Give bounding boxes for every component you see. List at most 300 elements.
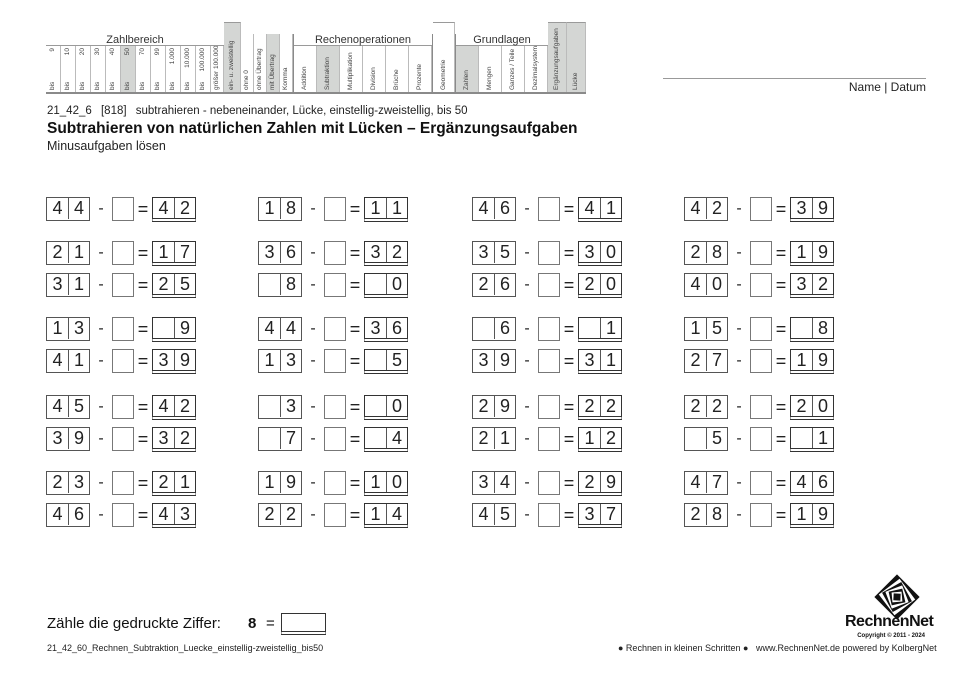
page-title: Subtrahieren von natürlichen Zahlen mit Lücken – Ergänzungsaufgaben — [47, 120, 578, 137]
result-box — [578, 395, 622, 420]
digit-ones: 2 — [706, 396, 727, 417]
equals-sign: = — [349, 242, 361, 263]
answer-gap-input[interactable] — [538, 471, 560, 495]
equals-sign: = — [349, 428, 361, 449]
digit-ones: 5 — [706, 428, 727, 449]
result-box — [152, 503, 196, 528]
exercise-row — [46, 317, 196, 341]
minus-sign: - — [98, 430, 104, 447]
category-cell — [46, 46, 61, 92]
category-cell — [502, 46, 525, 92]
digit-tens — [365, 350, 386, 370]
category-cell — [363, 46, 386, 92]
digit-ones: 1 — [174, 472, 195, 492]
minus-sign: - — [98, 474, 104, 491]
answer-gap-input[interactable] — [112, 273, 134, 297]
equals-sign: = — [775, 472, 787, 493]
digit-ones: 8 — [280, 274, 301, 295]
equals-sign: = — [775, 274, 787, 295]
answer-gap-input[interactable] — [324, 349, 346, 373]
digit-ones: 9 — [812, 350, 833, 370]
result-box — [152, 273, 196, 298]
minus-sign: - — [736, 506, 742, 523]
digit-tens: 1 — [264, 350, 275, 370]
category-cell-label: mit Übertrag — [269, 54, 276, 90]
minus-sign: - — [736, 430, 742, 447]
digit-ones: 1 — [386, 198, 407, 218]
digit-ones: 9 — [68, 428, 89, 449]
minus-sign: - — [98, 276, 104, 293]
result-box — [152, 427, 196, 452]
result-box — [152, 471, 196, 496]
exercise-row — [46, 503, 196, 527]
equals-sign: = — [775, 198, 787, 219]
category-cell-label: Ganzes / Teile — [509, 48, 516, 90]
digit-ones: 2 — [386, 242, 407, 262]
equals-sign: = — [137, 318, 149, 339]
digit-tens: 3 — [584, 241, 595, 262]
group-zahlbereich — [46, 34, 224, 92]
result-box — [790, 197, 834, 222]
minuend-box — [258, 241, 302, 265]
category-cell-label — [213, 46, 221, 90]
equals-sign: = — [775, 504, 787, 525]
digit-tens: 2 — [690, 396, 701, 416]
result-box — [152, 241, 196, 266]
equals-sign: = — [349, 350, 361, 371]
group-title: Rechenoperationen — [294, 34, 432, 46]
minus-sign: - — [736, 320, 742, 337]
category-cell-label: Division — [370, 67, 377, 90]
category-cell-prefix: bis — [154, 81, 161, 90]
digit-ones: 2 — [812, 274, 833, 294]
page-subtitle: Minusaufgaben lösen — [47, 139, 166, 153]
digit-tens: 2 — [584, 471, 595, 492]
equals-sign: = — [349, 198, 361, 219]
digit-tens — [365, 274, 386, 294]
digit-tens: 2 — [690, 504, 701, 524]
exercise-row — [46, 349, 196, 373]
digit-tens — [579, 318, 600, 338]
group-grundlagen — [456, 34, 548, 92]
equals-sign: = — [775, 396, 787, 417]
equals-sign: = — [137, 350, 149, 371]
exercise-row — [472, 395, 622, 419]
answer-gap-input[interactable] — [112, 197, 134, 221]
digit-tens: 3 — [584, 349, 595, 370]
equals-sign: = — [349, 274, 361, 295]
exercise-row — [684, 471, 834, 495]
answer-gap-input[interactable] — [750, 273, 772, 297]
category-cell-label: ohne 0 — [243, 70, 250, 90]
category-cell — [211, 46, 224, 92]
result-box — [364, 197, 408, 222]
exercise-row — [472, 241, 622, 265]
digit-ones: 2 — [174, 428, 195, 448]
digit-tens: 3 — [370, 241, 381, 262]
equals-sign: = — [563, 504, 575, 525]
answer-gap-input[interactable] — [750, 241, 772, 265]
answer-gap-input[interactable] — [538, 317, 560, 341]
equals-sign: = — [563, 198, 575, 219]
minus-sign: - — [524, 276, 530, 293]
category-cell-label: 20 — [79, 48, 86, 56]
answer-gap-input[interactable] — [324, 317, 346, 341]
answer-gap-input[interactable] — [324, 395, 346, 419]
digit-tens — [791, 318, 812, 338]
result-box — [790, 395, 834, 420]
minus-sign: - — [98, 244, 104, 261]
digit-ones: 1 — [600, 318, 621, 338]
category-cell-prefix: bis — [139, 81, 146, 90]
digit-tens: 2 — [690, 350, 701, 370]
digit-tens — [153, 318, 174, 338]
answer-gap-input[interactable] — [538, 349, 560, 373]
category-cell-label: 10.000 — [184, 48, 191, 68]
exercise-row — [46, 241, 196, 265]
equals-sign: = — [137, 428, 149, 449]
answer-gap-input[interactable] — [112, 427, 134, 451]
digit-tens: 1 — [370, 471, 381, 492]
digit-ones: 6 — [494, 274, 515, 295]
category-cell — [386, 46, 409, 92]
answer-gap-input[interactable] — [112, 503, 134, 527]
minus-sign: - — [524, 244, 530, 261]
exercise-row — [258, 471, 408, 495]
worksheet-description: subtrahieren - nebeneinander, Lücke, einstellig-zweistellig, bis 50 — [135, 105, 468, 117]
answer-gap-input[interactable] — [538, 273, 560, 297]
digit-ones: 1 — [494, 428, 515, 449]
equals-sign: = — [563, 472, 575, 493]
equals-sign: = — [563, 274, 575, 295]
minus-sign: - — [98, 506, 104, 523]
digit-ones: 6 — [812, 472, 833, 492]
result-box — [152, 317, 196, 342]
answer-gap-input[interactable] — [324, 503, 346, 527]
digit-ones: 3 — [280, 396, 301, 417]
result-box — [364, 427, 408, 452]
digit-ones: 9 — [812, 504, 833, 524]
digit-ones: 5 — [386, 350, 407, 370]
result-box — [578, 427, 622, 452]
result-box — [578, 349, 622, 374]
answer-gap-input[interactable] — [112, 471, 134, 495]
category-cell-prefix: bis — [199, 81, 206, 90]
digit-tens: 4 — [158, 503, 169, 524]
exercise-row — [258, 317, 408, 341]
name-date-label: Name | Datum — [848, 80, 926, 94]
minus-sign: - — [310, 352, 316, 369]
digit-tens: 1 — [796, 503, 807, 524]
digit-ones: 1 — [68, 350, 89, 371]
result-box — [364, 503, 408, 528]
exercise-row — [684, 197, 834, 221]
answer-gap-input[interactable] — [112, 395, 134, 419]
category-cell-label: Komma — [282, 67, 289, 90]
minuend-box — [472, 471, 516, 495]
digit-ones: 9 — [494, 396, 515, 417]
category-cell-label: Addition — [301, 66, 308, 90]
result-box — [152, 395, 196, 420]
answer-gap-input[interactable] — [324, 241, 346, 265]
digit-ones: 5 — [494, 504, 515, 525]
exercise-row — [258, 197, 408, 221]
category-cell-prefix: bis — [124, 81, 131, 90]
answer-gap-input[interactable] — [750, 197, 772, 221]
digit-tens: 2 — [52, 472, 63, 492]
category-cell-prefix: bis — [64, 81, 71, 90]
minus-sign: - — [310, 276, 316, 293]
category-cell — [433, 22, 455, 92]
minuend-box — [684, 241, 728, 265]
digit-tens: 4 — [796, 471, 807, 492]
category-cell — [61, 46, 76, 92]
count-task-digit: 8 — [248, 615, 257, 632]
minuend-box — [472, 349, 516, 373]
minuend-box — [472, 503, 516, 527]
digit-ones: 9 — [600, 472, 621, 492]
exercise-row — [472, 349, 622, 373]
category-cell-label: Geometrie — [439, 59, 447, 90]
result-box — [364, 317, 408, 342]
exercise-row — [684, 317, 834, 341]
minuend-box — [258, 427, 302, 451]
minus-sign: - — [310, 506, 316, 523]
minuend-box — [258, 317, 302, 341]
digit-ones: 2 — [174, 198, 195, 218]
minuend-box — [472, 197, 516, 221]
minuend-box — [684, 197, 728, 221]
category-cell-prefix: bis — [109, 81, 116, 90]
digit-tens: 2 — [796, 395, 807, 416]
category-cell-label: 40 — [109, 48, 116, 56]
category-cell — [254, 34, 267, 92]
category-cell — [294, 46, 317, 92]
equals-sign: = — [563, 242, 575, 263]
result-box — [364, 349, 408, 374]
digit-tens: 3 — [478, 350, 489, 370]
digit-tens: 1 — [796, 349, 807, 370]
minuend-box — [258, 471, 302, 495]
minus-sign: - — [98, 200, 104, 217]
minus-sign: - — [310, 200, 316, 217]
minus-sign: - — [310, 320, 316, 337]
digit-ones: 6 — [386, 318, 407, 338]
answer-gap-input[interactable] — [538, 503, 560, 527]
copyright: Copyright © 2011 - 2024 — [857, 633, 925, 639]
equals-sign: = — [775, 350, 787, 371]
category-cell-label: ohne Übertrag — [256, 48, 263, 90]
minuend-box — [684, 273, 728, 297]
category-cell-label: Prozente — [416, 63, 423, 90]
answer-gap-input[interactable] — [112, 317, 134, 341]
answer-gap-input[interactable] — [750, 503, 772, 527]
digit-tens: 1 — [370, 197, 381, 218]
category-cell — [340, 46, 363, 92]
equals-sign: = — [775, 242, 787, 263]
category-cell — [121, 46, 136, 92]
answer-gap-input[interactable] — [750, 471, 772, 495]
exercise-row — [472, 503, 622, 527]
answer-gap-input[interactable] — [750, 349, 772, 373]
equals-sign: = — [137, 274, 149, 295]
answer-gap-input[interactable] — [112, 349, 134, 373]
exercise-row — [472, 427, 622, 451]
answer-gap-input[interactable] — [324, 197, 346, 221]
category-cell — [241, 34, 254, 92]
exercise-row — [684, 395, 834, 419]
digit-ones: 4 — [68, 198, 89, 219]
category-cell — [456, 46, 479, 92]
digit-tens: 1 — [690, 318, 701, 338]
digit-tens: 4 — [52, 350, 63, 370]
category-cell — [166, 46, 181, 92]
digit-tens: 2 — [158, 273, 169, 294]
answer-gap-input[interactable] — [538, 427, 560, 451]
equals-sign: = — [137, 396, 149, 417]
equals-sign: = — [137, 198, 149, 219]
equals-sign: = — [563, 396, 575, 417]
digit-ones: 8 — [706, 242, 727, 263]
digit-tens: 3 — [158, 349, 169, 370]
category-cell-label: 30 — [94, 48, 101, 56]
category-cell-label: 9 — [49, 48, 56, 52]
equals-sign: = — [563, 428, 575, 449]
exercise-row — [258, 427, 408, 451]
digit-tens: 2 — [584, 395, 595, 416]
digit-tens: 2 — [478, 428, 489, 448]
answer-gap-input[interactable] — [538, 395, 560, 419]
digit-tens: 2 — [584, 273, 595, 294]
digit-ones: 1 — [600, 350, 621, 370]
digit-ones: 7 — [706, 350, 727, 371]
exercise-row — [472, 317, 622, 341]
exercise-row — [258, 503, 408, 527]
digit-ones: 2 — [280, 504, 301, 525]
digit-tens: 2 — [52, 242, 63, 262]
worksheet-code-line — [47, 105, 474, 117]
exercise-row — [46, 395, 196, 419]
category-cell — [224, 22, 241, 92]
answer-gap-input[interactable] — [538, 197, 560, 221]
minus-sign: - — [524, 200, 530, 217]
minuend-box — [472, 241, 516, 265]
digit-ones: 9 — [812, 198, 833, 218]
category-cell-label: Mengen — [486, 66, 493, 90]
category-cell-label: 70 — [139, 48, 146, 56]
answer-gap-input[interactable] — [324, 273, 346, 297]
digit-ones: 3 — [68, 472, 89, 493]
minus-sign: - — [524, 474, 530, 491]
digit-tens: 1 — [158, 241, 169, 262]
digit-ones: 8 — [812, 318, 833, 338]
digit-ones: 7 — [600, 504, 621, 524]
minuend-box — [684, 471, 728, 495]
category-cell — [548, 22, 567, 92]
category-cell-label: 10 — [64, 48, 71, 56]
name-date-line[interactable] — [663, 78, 926, 79]
exercise-row — [684, 241, 834, 265]
equals-sign: = — [775, 428, 787, 449]
result-box — [790, 427, 834, 452]
digit-tens: 3 — [52, 428, 63, 448]
digit-tens: 1 — [264, 472, 275, 492]
minus-sign: - — [98, 398, 104, 415]
digit-ones: 0 — [386, 274, 407, 294]
exercise-row — [258, 273, 408, 297]
digit-ones: 3 — [68, 318, 89, 339]
group-title: Zahlbereich — [46, 34, 224, 46]
digit-tens: 3 — [796, 197, 807, 218]
category-table — [46, 28, 586, 94]
minuend-box — [46, 317, 90, 341]
digit-tens: 4 — [158, 197, 169, 218]
digit-tens: 4 — [264, 318, 275, 338]
digit-tens: 1 — [370, 503, 381, 524]
minuend-box — [684, 427, 728, 451]
digit-tens: 3 — [264, 242, 275, 262]
answer-gap-input[interactable] — [750, 395, 772, 419]
digit-tens: 3 — [796, 273, 807, 294]
count-task-equals: = — [266, 615, 275, 632]
minus-sign: - — [98, 320, 104, 337]
digit-tens: 3 — [584, 503, 595, 524]
exercise-row — [472, 197, 622, 221]
exercise-row — [258, 395, 408, 419]
minus-sign: - — [524, 352, 530, 369]
category-cell — [317, 46, 340, 92]
digit-tens: 2 — [264, 504, 275, 524]
digit-ones: 3 — [174, 504, 195, 524]
digit-tens — [259, 396, 280, 417]
answer-gap-input[interactable] — [324, 427, 346, 451]
answer-gap-input[interactable] — [750, 317, 772, 341]
result-box — [578, 503, 622, 528]
category-cell — [136, 46, 151, 92]
digit-ones: 9 — [812, 242, 833, 262]
digit-tens: 4 — [690, 274, 701, 294]
digit-tens: 2 — [478, 274, 489, 294]
digit-tens: 4 — [478, 198, 489, 218]
category-cell — [196, 46, 211, 92]
digit-tens — [365, 396, 386, 416]
answer-gap-input[interactable] — [750, 427, 772, 451]
answer-gap-input[interactable] — [324, 471, 346, 495]
count-answer-box[interactable] — [281, 613, 326, 635]
minuend-box — [472, 273, 516, 297]
answer-gap-input[interactable] — [538, 241, 560, 265]
category-cell — [106, 46, 121, 92]
category-cell — [181, 46, 196, 92]
digit-ones: 1 — [68, 242, 89, 263]
result-box — [790, 241, 834, 266]
minuend-box — [684, 503, 728, 527]
category-cell — [76, 46, 91, 92]
result-box — [578, 317, 622, 342]
answer-gap-input[interactable] — [112, 241, 134, 265]
digit-tens: 3 — [478, 242, 489, 262]
category-cell-label: Multiplikation — [347, 52, 354, 90]
equals-sign: = — [563, 350, 575, 371]
minuend-box — [46, 241, 90, 265]
category-cell-label: Dezimalsystem — [532, 46, 539, 90]
digit-ones: 5 — [494, 242, 515, 263]
exercise-row — [684, 427, 834, 451]
result-box — [364, 395, 408, 420]
exercise-row — [684, 273, 834, 297]
digit-tens: 1 — [264, 198, 275, 218]
minus-sign: - — [524, 506, 530, 523]
